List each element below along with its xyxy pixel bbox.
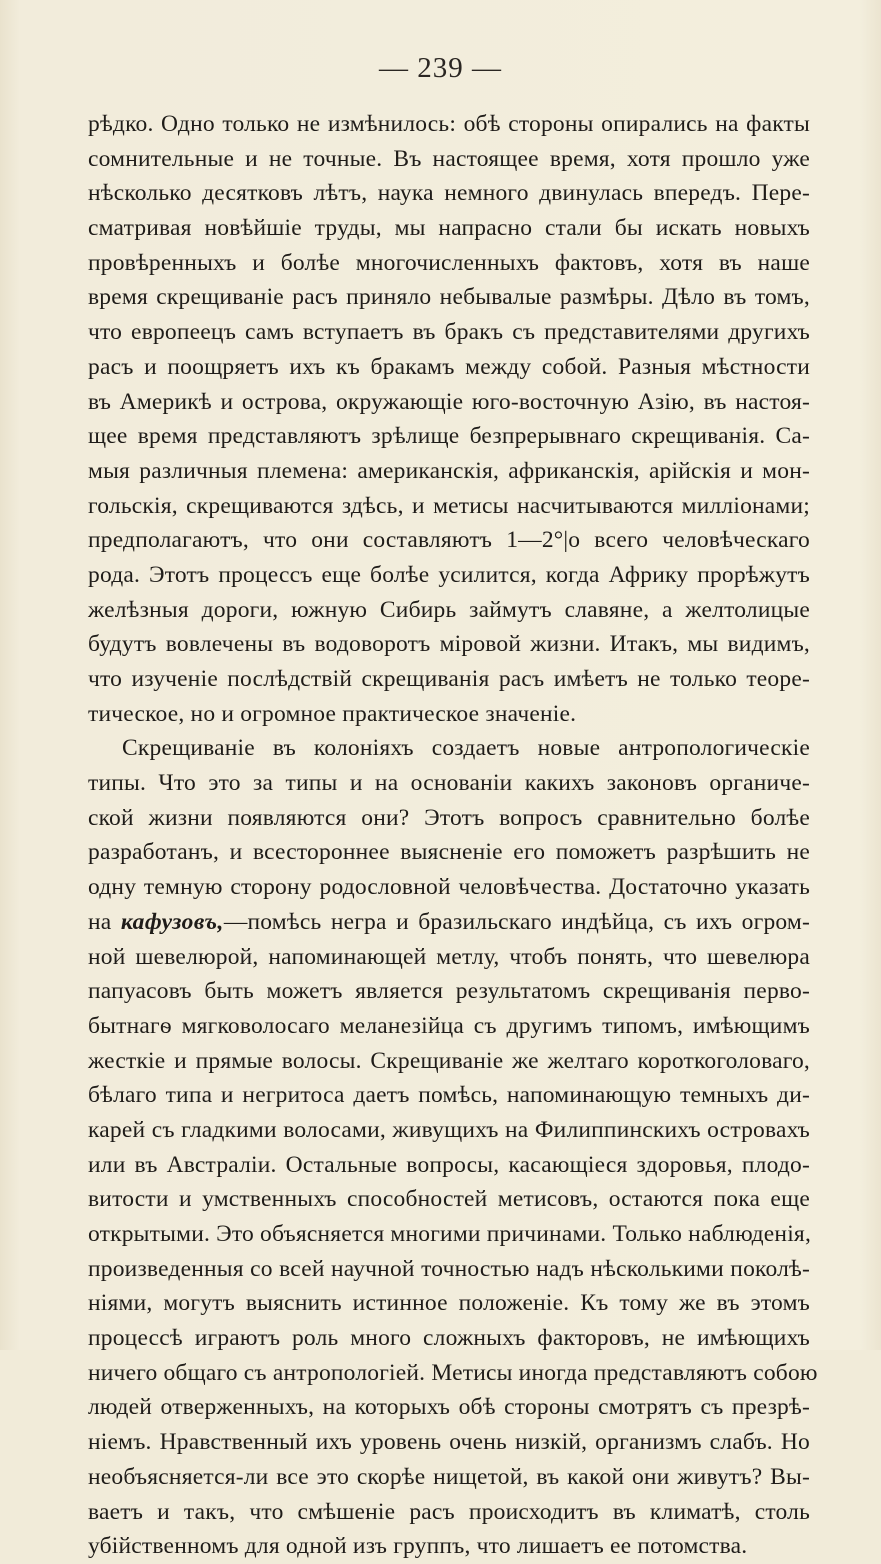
text-line: ніемъ. Нравственный ихъ уровень очень низкій, организмъ слабъ. Но (88, 1429, 810, 1456)
text-line: ной шевелюрой, напоминающей метлу, чтобъ понять, что шевелюра (88, 943, 810, 970)
text-line: время скрещиваніе расъ приняло небывалые размѣры. Дѣло въ томъ, (88, 284, 810, 311)
paragraph-1 (88, 107, 810, 731)
text-line: людей отверженныхъ, на которыхъ обѣ стороны смотрятъ съ презрѣ- (88, 1394, 810, 1421)
text-line: ваетъ и такъ, что смѣшеніе расъ происходитъ въ климатѣ, столь (88, 1498, 810, 1525)
text-line: будутъ вовлечены въ водоворотъ міровой жизни. Итакъ, мы видимъ, (88, 631, 810, 658)
text-line: убійственномъ для одной изъ группъ, что лишаетъ ее потомства. (88, 1533, 748, 1560)
text-line: сматривая новѣйшіе труды, мы напрасно стали бы искать новыхъ (88, 215, 810, 242)
text-line: рѣдко. Одно только не измѣнилось: обѣ стороны опирались на факты (88, 111, 810, 137)
text-line: ской жизни появляются они? Этотъ вопросъ сравнительно болѣе (88, 804, 810, 831)
text-line: гольскія, скрещиваются здѣсь, и метисы насчитываются милліонами; (88, 492, 810, 519)
text-line: ніями, могутъ выяснить истинное положеніе. Къ тому же въ этомъ (88, 1290, 810, 1317)
text-line: ничего общаго съ антропологіей. Метисы иногда представляютъ собою (88, 1359, 818, 1386)
text-line: тическое, но и огромное практическое значеніе. (88, 700, 577, 727)
text-line: сомнительные и не точные. Въ настоящее время, хотя прошло уже (88, 145, 810, 172)
text-line: необъясняется-ли все это скорѣе нищетой, въ какой они живутъ? Вы- (88, 1463, 810, 1490)
italic-term: кафузовъ, (120, 908, 224, 935)
text-line: рода. Этотъ процессъ еще болѣе усилится, когда Африку прорѣжутъ (88, 561, 810, 588)
text-line: жесткіе и прямые волосы. Скрещиваніе же желтаго короткоголоваго, (88, 1047, 810, 1074)
text-line: типы. Что это за типы и на основаніи какихъ законовъ органиче- (88, 770, 810, 797)
text-line: щее время представляютъ зрѣлище безпрерывнаго скрещиванія. Са- (88, 423, 810, 450)
text-line: папуасовъ быть можетъ является результатомъ скрещиванія перво- (88, 978, 810, 1005)
text-line: процессѣ играютъ роль много сложныхъ факторовъ, не имѣющихъ (88, 1325, 810, 1352)
text-line: произведенныя со всей научной точностью надъ нѣсколькими поколѣ- (88, 1255, 810, 1282)
text-line: расъ и поощряетъ ихъ къ бракамъ между собой. Разныя мѣстности (88, 353, 810, 380)
page-number: — 239 — (379, 52, 502, 84)
text-line: желѣзныя дороги, южную Сибирь займутъ славяне, а желтолицые (88, 596, 810, 623)
text-line: карей съ гладкими волосами, живущихъ на Филиппинскихъ островахъ (88, 1116, 810, 1143)
text-line: что изученіе послѣдствій скрещиванія расъ имѣетъ не только теоре- (88, 666, 810, 692)
text-line: разработанъ, и всестороннее выясненіе его поможетъ разрѣшить не (88, 839, 810, 866)
text-line: одну темную сторону родословной человѣчества. Достаточно указать (88, 874, 810, 901)
text-line: бытнагѳ мягковолосаго меланезійца съ другимъ типомъ, имѣющимъ (88, 1012, 810, 1039)
text-line: въ Америкѣ и острова, окружающіе юго-восточную Азію, въ настоя- (88, 388, 810, 415)
text-fragment: —помѣсь негра и бразильскаго индѣйца, съ ихъ огром- (223, 908, 810, 935)
text-line: предполагаютъ, что они составляютъ 1—2°|о всего человѣческаго (88, 527, 810, 554)
text-line: Скрещиваніе въ колоніяхъ создаетъ новые антропологическіе (122, 735, 810, 762)
text-line-mixed (88, 905, 810, 940)
paragraph-2 (88, 731, 818, 1564)
text-line: открытыми. Это объясняется многими причинами. Только наблюденія, (88, 1221, 812, 1247)
text-fragment: на (88, 908, 112, 935)
text-line: или въ Австраліи. Остальные вопросы, касающіеся здоровья, плодо- (88, 1151, 810, 1178)
text-line: бѣлаго типа и негритоса даетъ помѣсь, напоминающую темныхъ ди- (88, 1082, 810, 1109)
text-line: витости и умственныхъ способностей метисовъ, остаются пока еще (88, 1186, 810, 1213)
text-line: мыя различныя племена: американскія, африканскія, арійскія и мон- (88, 457, 810, 484)
text-line: нѣсколько десятковъ лѣтъ, наука немного двинулась впередъ. Пере- (88, 180, 810, 207)
text-line: провѣренныхъ и болѣе многочисленныхъ фактовъ, хотя въ наше (88, 249, 810, 276)
text-line: что европеецъ самъ вступаетъ въ бракъ съ представителями другихъ (88, 319, 810, 346)
body-text (88, 107, 818, 1564)
